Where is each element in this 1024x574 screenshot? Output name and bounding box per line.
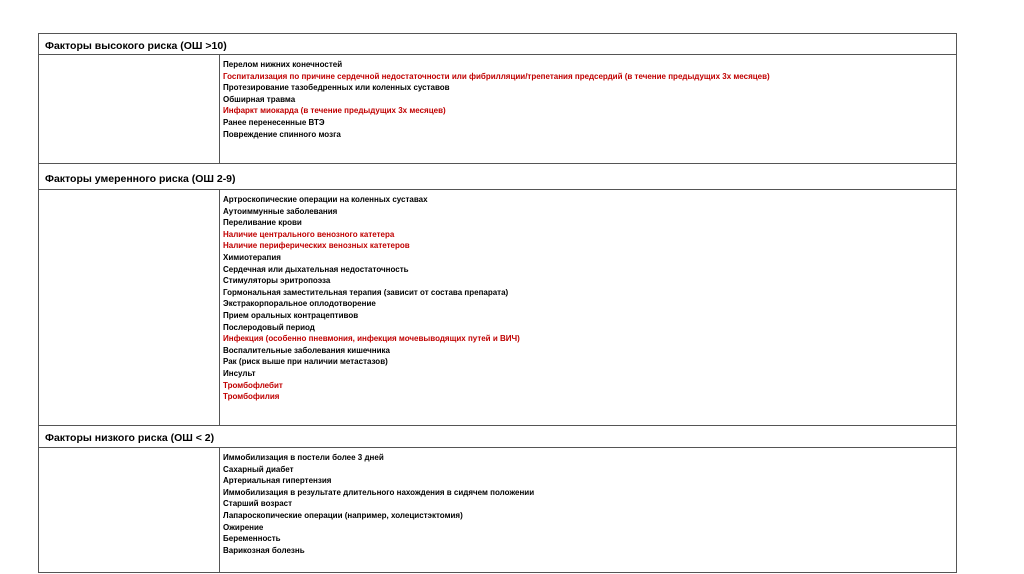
risk-factor-item: Иммобилизация в результате длительного нахождения в сидячем положении: [223, 487, 535, 497]
moderate-risk-factors-cell: [220, 190, 957, 426]
risk-factor-item: Протезирование тазобедренных или коленных суставов: [223, 83, 450, 93]
risk-factor-item: Переливание крови: [223, 218, 302, 228]
risk-factor-item: Перелом нижних конечностей: [223, 60, 343, 69]
risk-factor-item: Госпитализация по причине сердечной недостаточности или фибрилляции/трепетания предсердий (в течение предыдущих 3х месяцев): [223, 71, 770, 81]
high-risk-header-row: [39, 34, 957, 55]
low-risk-factors-cell: [220, 448, 957, 573]
moderate-risk-body-row: [39, 190, 957, 426]
risk-factor-item: Инфекция (особенно пневмония, инфекция мочевыводящих путей и ВИЧ): [223, 334, 520, 344]
risk-factor-item: Наличие периферических венозных катетеров: [223, 241, 410, 251]
low-risk-body-row: [39, 448, 957, 573]
risk-factor-item: Беременность: [223, 534, 281, 544]
risk-factor-item: Артериальная гипертензия: [223, 476, 332, 486]
risk-factor-item: Иммобилизация в постели более 3 дней: [223, 453, 384, 462]
risk-factors-table: [38, 33, 957, 573]
risk-factor-item: Наличие центрального венозного катетера: [223, 229, 395, 239]
risk-factor-item: Сахарный диабет: [223, 464, 294, 474]
high-risk-factors-cell: [220, 55, 957, 164]
low-risk-header: Факторы низкого риска (ОШ < 2): [39, 426, 957, 448]
risk-factor-item: Тромбофлебит: [223, 380, 283, 390]
risk-factor-item: Сердечная или дыхательная недостаточность: [223, 264, 409, 274]
risk-factor-item: Стимуляторы эритропоэза: [223, 276, 331, 286]
risk-factor-item: Повреждение спинного мозга: [223, 129, 341, 139]
risk-factor-item: Старший возраст: [223, 499, 293, 509]
risk-factor-item: Экстракорпоральное оплодотворение: [223, 299, 376, 309]
moderate-risk-header: Факторы умеренного риска (ОШ 2-9): [39, 164, 957, 190]
risk-factor-item: Тромбофилия: [223, 392, 280, 402]
low-risk-header-row: [39, 426, 957, 448]
risk-factor-item: Варикозная болезнь: [223, 545, 305, 555]
risk-factor-item: Инсульт: [223, 368, 256, 378]
risk-factor-item: Ожирение: [223, 522, 264, 532]
risk-factor-item: Рак (риск выше при наличии метастазов): [223, 357, 388, 367]
risk-factor-item: Послеродовый период: [223, 322, 315, 332]
risk-factor-item: Воспалительные заболевания кишечника: [223, 345, 390, 355]
risk-factor-item: Прием оральных контрацептивов: [223, 310, 359, 320]
low-risk-factor-list: [223, 452, 956, 556]
risk-factor-item: Инфаркт миокарда (в течение предыдущих 3х месяцев): [223, 106, 446, 116]
high-risk-header: Факторы высокого риска (ОШ >10): [39, 34, 957, 55]
high-risk-empty-cell: [39, 55, 220, 164]
risk-factor-item: Гормональная заместительная терапия (зависит от состава препарата): [223, 287, 509, 297]
high-risk-factor-list: [223, 59, 956, 140]
risk-factor-item: Артроскопические операции на коленных суставах: [223, 195, 428, 204]
low-risk-empty-cell: [39, 448, 220, 573]
risk-factor-item: Ранее перенесенные ВТЭ: [223, 117, 325, 127]
high-risk-body-row: [39, 55, 957, 164]
risk-factor-item: Химиотерапия: [223, 252, 281, 262]
risk-factor-item: Аутоиммунные заболевания: [223, 206, 338, 216]
moderate-risk-factor-list: [223, 194, 956, 403]
moderate-risk-header-row: [39, 164, 957, 190]
risk-factor-item: Обширная травма: [223, 94, 296, 104]
risk-factor-item: Лапароскопические операции (например, холецистэктомия): [223, 510, 463, 520]
moderate-risk-empty-cell: [39, 190, 220, 426]
